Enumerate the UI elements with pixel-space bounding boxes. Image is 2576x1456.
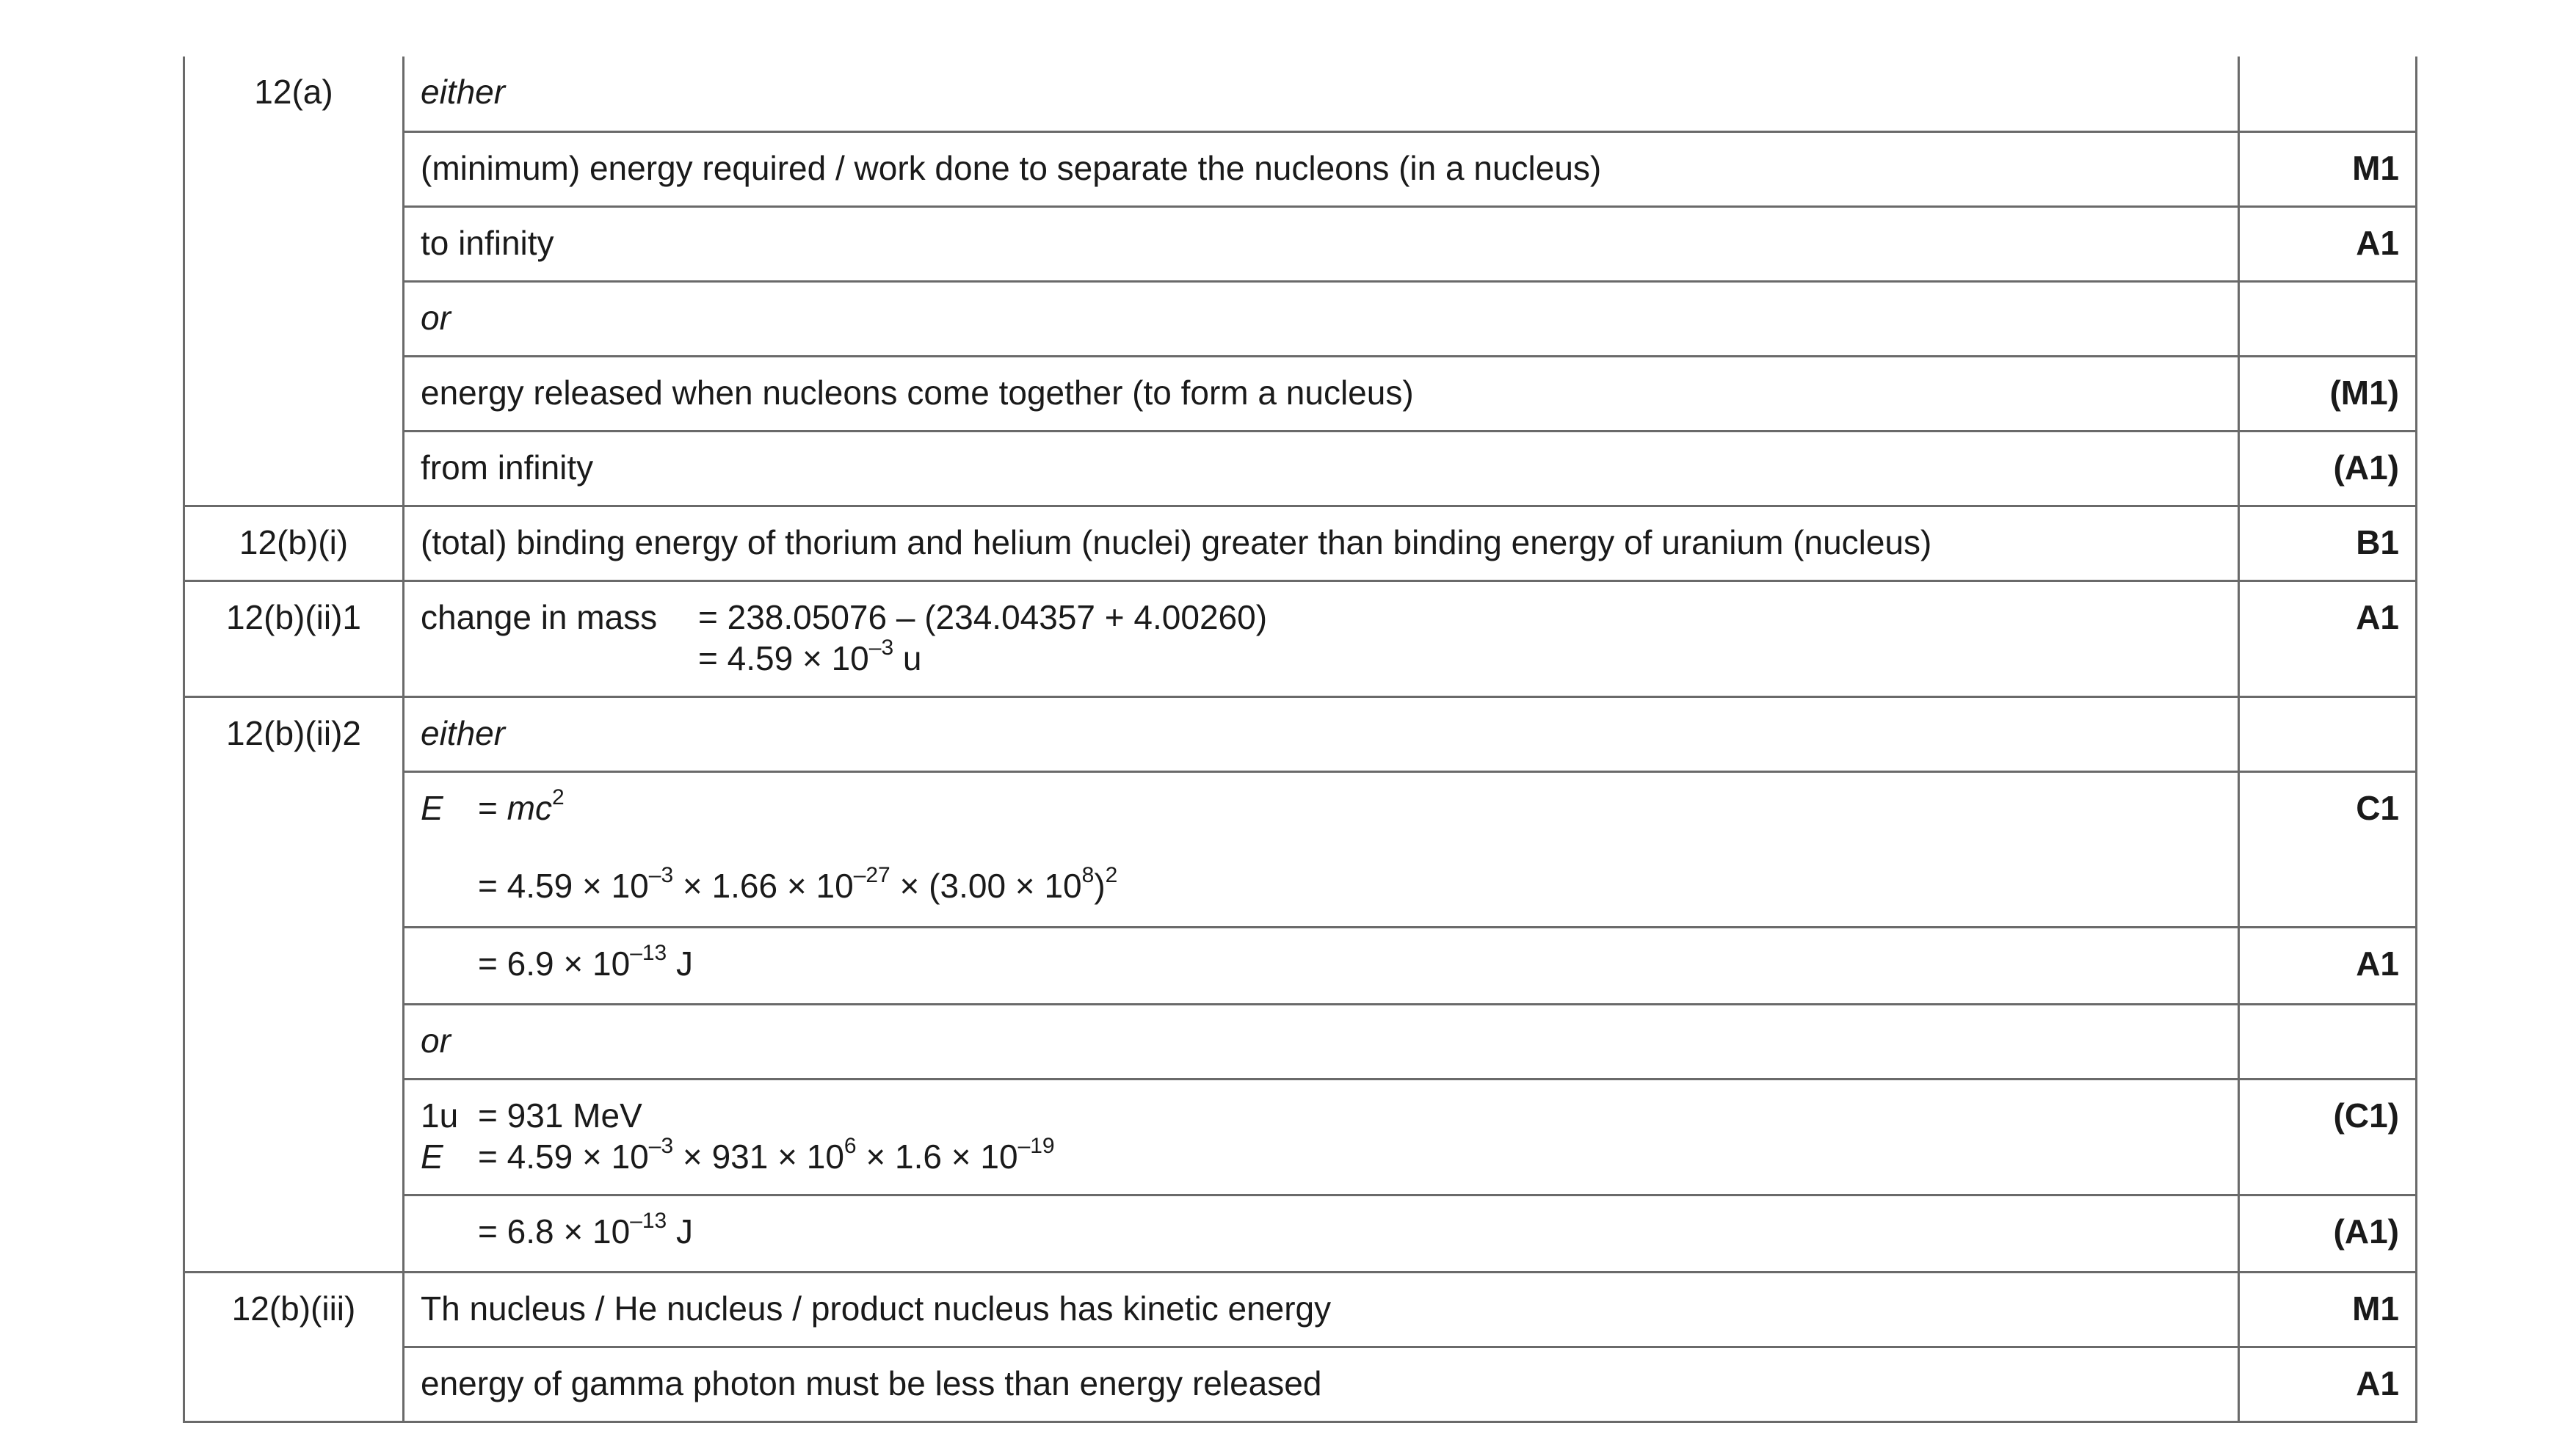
answer-cell: from infinity bbox=[404, 431, 2239, 506]
mark-cell: A1 bbox=[2239, 1347, 2417, 1422]
table-row bbox=[184, 771, 2417, 927]
mark-cell bbox=[2239, 281, 2417, 356]
answer-cell: (total) binding energy of thorium and helium (nuclei) greater than binding energy of uranium (nucleus) bbox=[404, 506, 2239, 580]
equation-line: = $mc^2$ bbox=[478, 785, 565, 827]
answer-cell bbox=[404, 580, 2239, 696]
answer-cell: energy of gamma photon must be less than energy released bbox=[404, 1347, 2239, 1422]
table-row bbox=[184, 57, 2417, 131]
question-number: 12(b)(iii) bbox=[184, 1272, 404, 1422]
question-number: 12(a) bbox=[184, 57, 404, 506]
equation-line: = $4.59 \times 10^{-3} \times 931 \times 10^6 \times 1.6 \times 10^{-19}$ bbox=[478, 1134, 1055, 1176]
answer-cell: or bbox=[404, 281, 2239, 356]
change-in-mass-label: change in mass bbox=[421, 597, 658, 636]
mark-cell: (A1) bbox=[2239, 1195, 2417, 1272]
working-line: = $4.59 \times 10^{-3}$ u bbox=[698, 636, 922, 677]
table-row bbox=[184, 206, 2417, 281]
table-row bbox=[184, 927, 2417, 1004]
answer-cell bbox=[404, 1195, 2239, 1272]
answer-cell: to infinity bbox=[404, 206, 2239, 281]
equation-line: = $6.9 \times 10^{-13}$ J bbox=[478, 941, 694, 983]
mark-cell bbox=[2239, 1004, 2417, 1079]
mark-cell: (C1) bbox=[2239, 1079, 2417, 1195]
mark-cell: A1 bbox=[2239, 206, 2417, 281]
equation-block bbox=[421, 787, 2221, 829]
table-row bbox=[184, 506, 2417, 580]
answer-cell: either bbox=[404, 57, 2239, 131]
mark-scheme-table bbox=[183, 57, 2417, 1423]
answer-cell bbox=[404, 1079, 2239, 1195]
table-row bbox=[184, 431, 2417, 506]
change-in-mass-working bbox=[421, 597, 2221, 679]
question-number: 12(b)(ii)2 bbox=[184, 696, 404, 1272]
table-row bbox=[184, 1347, 2417, 1422]
question-number: 12(b)(i) bbox=[184, 506, 404, 580]
answer-cell bbox=[404, 771, 2239, 927]
question-number: 12(b)(ii)1 bbox=[184, 580, 404, 696]
table-row bbox=[184, 696, 2417, 771]
table-row bbox=[184, 1272, 2417, 1347]
table-row bbox=[184, 1004, 2417, 1079]
mark-cell: A1 bbox=[2239, 580, 2417, 696]
mark-cell: C1 bbox=[2239, 771, 2417, 927]
mark-cell: M1 bbox=[2239, 131, 2417, 206]
table-row bbox=[184, 1195, 2417, 1272]
equation-line: = $6.8 \times 10^{-13}$ J bbox=[478, 1209, 694, 1251]
table-row bbox=[184, 1079, 2417, 1195]
mark-cell: (A1) bbox=[2239, 431, 2417, 506]
mark-cell: A1 bbox=[2239, 927, 2417, 1004]
equation-symbol: E bbox=[421, 1137, 443, 1176]
equation-symbol: 1u bbox=[421, 1096, 459, 1135]
answer-cell: energy released when nucleons come together (to form a nucleus) bbox=[404, 356, 2239, 431]
mark-cell: M1 bbox=[2239, 1272, 2417, 1347]
table-row bbox=[184, 281, 2417, 356]
equation-line: = $4.59 \times 10^{-3} \times 1.66 \times 10^{-27} \times (3.00 \times 10^8)^2$ bbox=[478, 863, 1118, 905]
answer-cell: or bbox=[404, 1004, 2239, 1079]
mark-cell bbox=[2239, 696, 2417, 771]
equation-block bbox=[421, 1095, 2221, 1177]
answer-cell: Th nucleus / He nucleus / product nucleus has kinetic energy bbox=[404, 1272, 2239, 1347]
mark-cell: (M1) bbox=[2239, 356, 2417, 431]
answer-cell: (minimum) energy required / work done to separate the nucleons (in a nucleus) bbox=[404, 131, 2239, 206]
table-row bbox=[184, 356, 2417, 431]
answer-cell bbox=[404, 927, 2239, 1004]
mark-cell bbox=[2239, 57, 2417, 131]
table-row bbox=[184, 131, 2417, 206]
equation-symbol: E bbox=[421, 788, 443, 827]
table-row bbox=[184, 580, 2417, 696]
working-line: = 238.05076 – (234.04357 + 4.00260) bbox=[698, 597, 1268, 636]
mark-cell: B1 bbox=[2239, 506, 2417, 580]
answer-cell: either bbox=[404, 696, 2239, 771]
equation-line: = 931 MeV bbox=[478, 1096, 642, 1135]
